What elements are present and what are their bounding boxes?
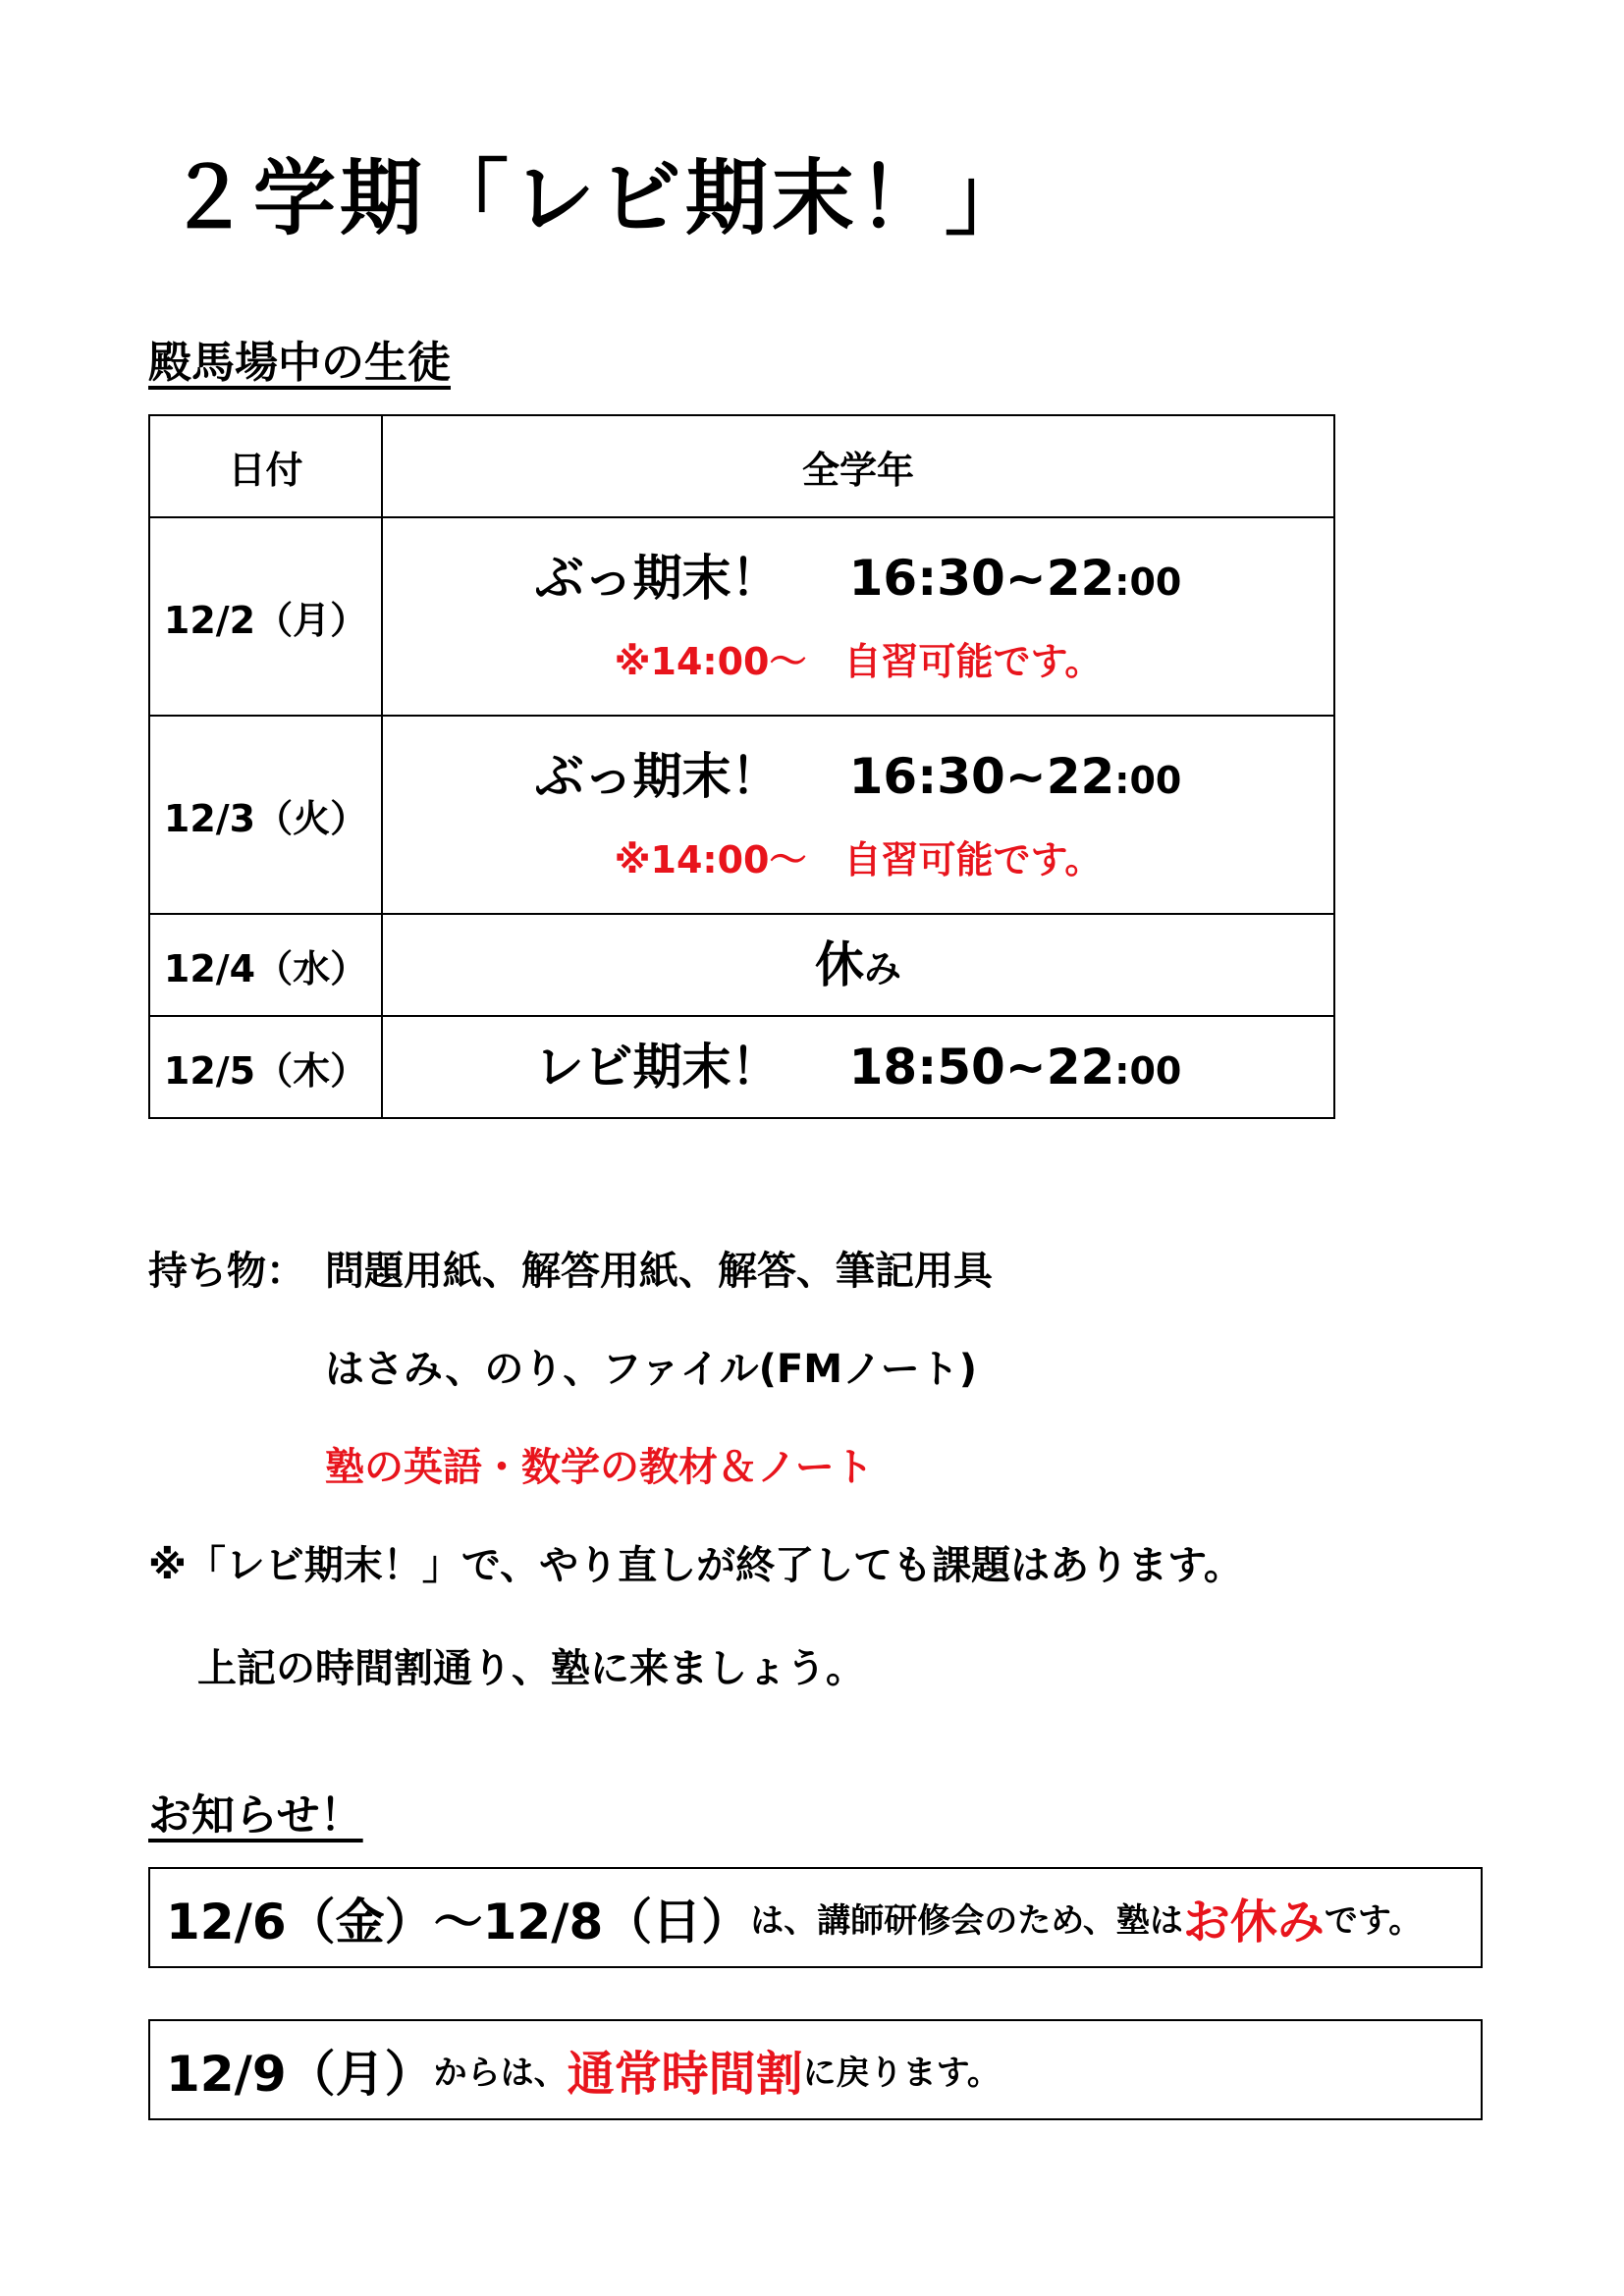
row-content	[382, 1016, 1334, 1118]
session-time-minutes: :00	[1114, 758, 1182, 802]
session-line	[383, 1038, 1333, 1096]
row-date: 12/5（木）	[149, 1016, 382, 1118]
row-content	[382, 914, 1334, 1016]
table-header-row	[149, 415, 1334, 517]
session-time-minutes: :00	[1114, 560, 1182, 604]
closure-dates: 12/6（金）～12/8（日）	[166, 1893, 751, 1950]
items-label: 持ち物：	[148, 1249, 305, 1294]
table-row	[149, 716, 1334, 914]
table-row	[149, 517, 1334, 716]
self-study-note: ※14:00～ 自習可能です。	[614, 837, 1103, 881]
items-line-1: 問題用紙、解答用紙、解答、筆記用具	[325, 1249, 993, 1294]
holiday-label-small: み	[863, 947, 901, 990]
session-time: 18:50~22	[848, 1039, 1115, 1095]
header-grade: 全学年	[382, 415, 1334, 517]
row-date: 12/4（水）	[149, 914, 382, 1016]
self-study-note: ※14:00～ 自習可能です。	[614, 639, 1103, 683]
holiday-line	[383, 935, 1333, 994]
section-heading-notice: お知らせ！	[148, 1790, 363, 1841]
section-heading-students: 殿馬場中の生徒	[148, 338, 451, 388]
session-label: ぶっ期末！	[534, 549, 781, 607]
resume-date: 12/9（月）	[166, 2045, 434, 2103]
session-line	[383, 747, 1333, 806]
row-date: 12/2（月）	[149, 517, 382, 716]
holiday-label: 休	[814, 936, 864, 993]
resume-text: からは、	[433, 2054, 568, 2093]
row-date: 12/3（火）	[149, 716, 382, 914]
session-line	[383, 549, 1333, 608]
page-title: ２学期「レビ期末！」	[167, 150, 1032, 246]
session-time: 16:30~22	[848, 549, 1115, 607]
resume-end: に戻ります。	[802, 2054, 1001, 2093]
resume-highlight: 通常時間割	[567, 2047, 803, 2102]
session-time-minutes: :00	[1114, 1049, 1182, 1093]
session-label: ぶっ期末！	[534, 747, 781, 805]
schedule-table	[148, 414, 1335, 1119]
note-line-1: ※「レビ期末！」で、やり直しが終了しても課題はあります。	[148, 1543, 1243, 1588]
row-content	[382, 517, 1334, 716]
notice-box-closure	[148, 1867, 1483, 1968]
closure-text: は、講師研修会のため、塾は	[750, 1901, 1183, 1941]
table-row	[149, 1016, 1334, 1118]
session-label: レビ期末！	[534, 1039, 781, 1095]
closure-end: です。	[1324, 1901, 1423, 1941]
items-line-3: 塾の英語・数学の教材＆ノート	[325, 1445, 874, 1490]
table-row	[149, 914, 1334, 1016]
note-line-2: 上記の時間割通り、塾に来ましょう。	[197, 1646, 865, 1691]
header-date: 日付	[149, 415, 382, 517]
row-content	[382, 716, 1334, 914]
items-line-2: はさみ、のり、ファイル(FMノート)	[325, 1347, 978, 1392]
closure-highlight: お休み	[1182, 1895, 1325, 1949]
notice-box-resume	[148, 2019, 1483, 2120]
session-time: 16:30~22	[848, 747, 1115, 805]
